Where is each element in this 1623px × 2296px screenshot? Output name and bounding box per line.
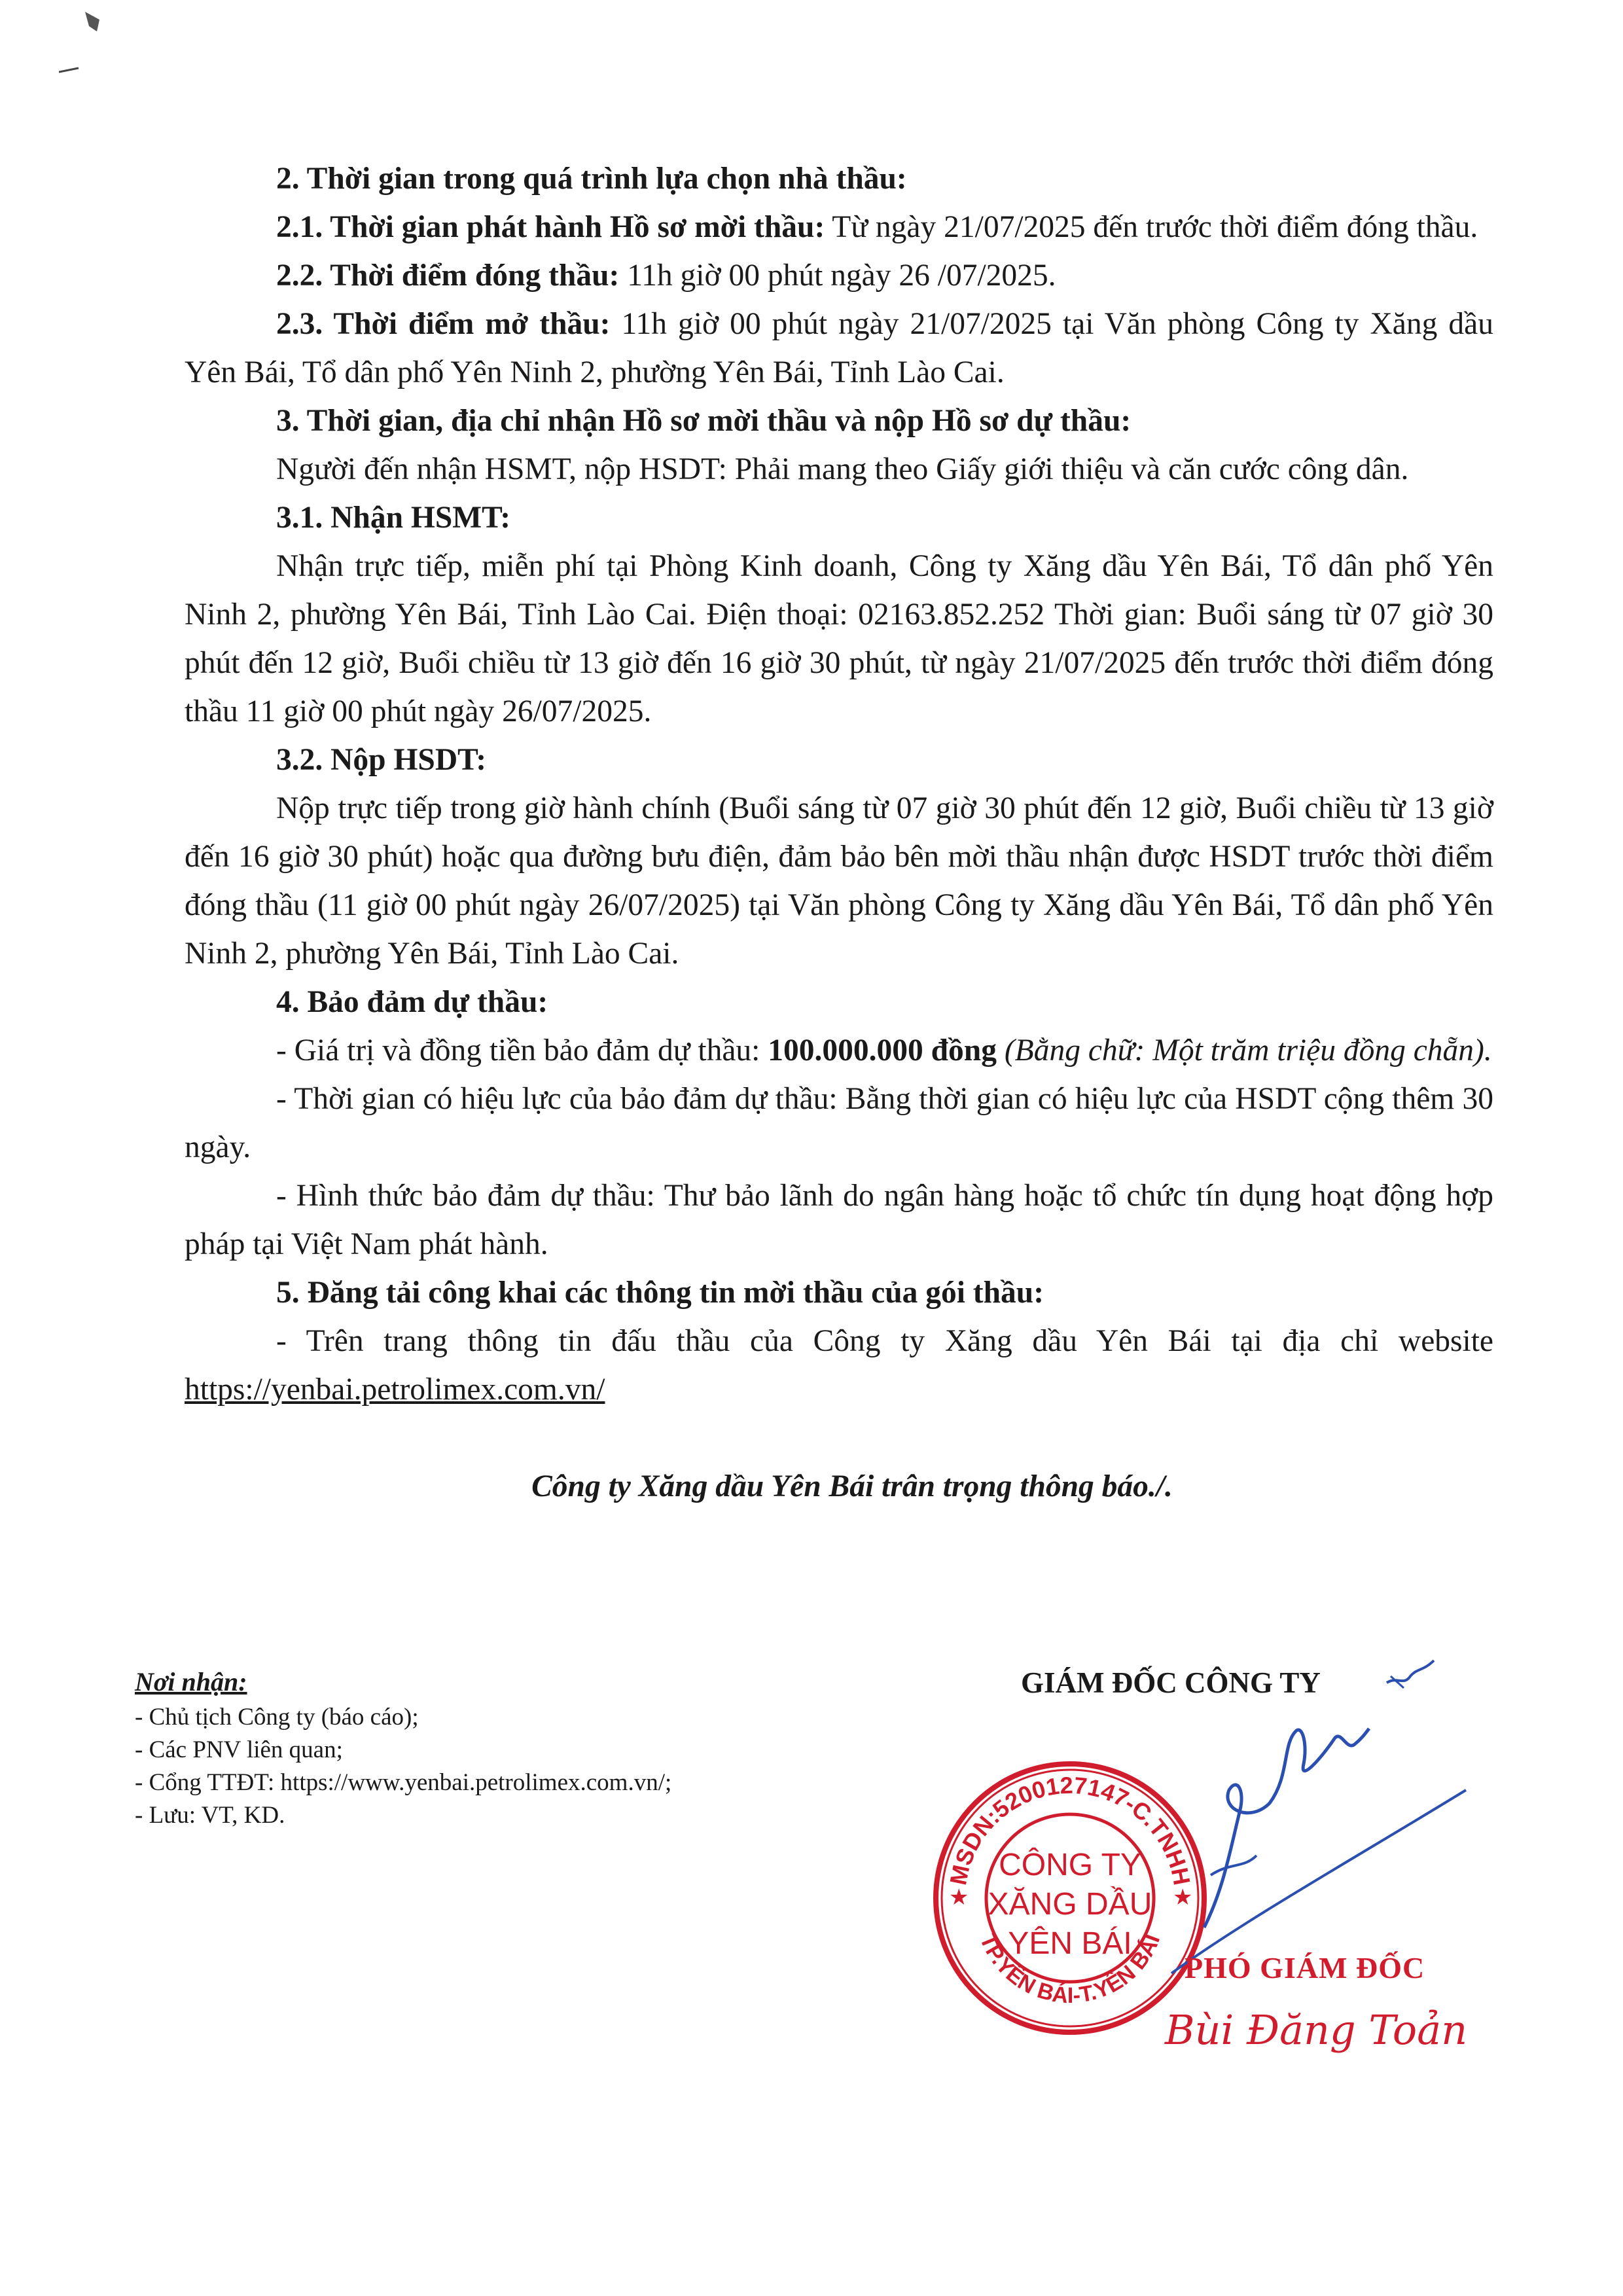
section-2-1 [185, 203, 1493, 251]
section-4-value-prefix: - Giá trị và đồng tiền bảo đảm dự thầu: [276, 1033, 768, 1067]
recipient-item: - Lưu: VT, KD. [135, 1802, 285, 1829]
recipient-item: - Chủ tịch Công ty (báo cáo); [135, 1704, 419, 1731]
svg-text:★: ★ [949, 1884, 969, 1910]
section-5-text [185, 1317, 1493, 1414]
section-2-2-label: 2.2. Thời điểm đóng thầu: [276, 259, 620, 293]
section-4-value-amount: 100.000.000 đồng [768, 1033, 997, 1067]
seal-line-1: CÔNG TY [999, 1848, 1141, 1882]
signature-block [903, 1666, 1558, 2137]
section-3-text: Người đến nhận HSMT, nộp HSDT: Phải mang theo Giấy giới thiệu và căn cước công dân. [276, 452, 1409, 486]
recipients-block [135, 1666, 953, 1832]
section-2-3-label: 2.3. Thời điểm mở thầu: [276, 307, 611, 341]
section-4-value-words: (Bằng chữ: Một trăm triệu đồng chẵn). [996, 1033, 1492, 1067]
recipients-title: Nơi nhận: [135, 1667, 247, 1696]
scan-mark [59, 0, 118, 92]
seal-ring-top: MSDN:5200127147-C.TNHH [944, 1771, 1196, 1888]
section-4-heading: 4. Bảo đảm dự thầu: [276, 985, 548, 1019]
section-3-2-text: Nộp trực tiếp trong giờ hành chính (Buổi sáng từ 07 giờ 30 phút đến 12 giờ, Buổi chiều từ 13 giờ đến 16 giờ 30 phút) hoặc qua đường bưu điện, đảm bảo bên mời thầu nhận được HSDT trước thời điểm đóng thầu (11 giờ 00 phút ngày 26/07/2025) tại Văn phòng Công ty Xăng dầu Yên Bái, Tổ dân phố Yên Ninh 2, phường Yên Bái, Tỉnh Lào Cai. [185, 791, 1493, 971]
section-2-2 [185, 251, 1493, 300]
section-2-1-text: Từ ngày 21/07/2025 đến trước thời điểm đóng thầu. [825, 210, 1478, 244]
section-3-heading: 3. Thời gian, địa chỉ nhận Hồ sơ mời thầu và nộp Hồ sơ dự thầu: [276, 404, 1132, 438]
section-4-validity: - Thời gian có hiệu lực của bảo đảm dự thầu: Bằng thời gian có hiệu lực của HSDT cộng thêm 30 ngày. [185, 1082, 1493, 1164]
section-3-1-text: Nhận trực tiếp, miễn phí tại Phòng Kinh doanh, Công ty Xăng dầu Yên Bái, Tổ dân phố Yên Ninh 2, phường Yên Bái, Tỉnh Lào Cai. Điện thoại: 02163.852.252 Thời gian: Buổi sáng từ 07 giờ 30 phút đến 12 giờ, Buổi chiều từ 13 giờ đến 16 giờ 30 phút, từ ngày 21/07/2025 đến trước thời điểm đóng thầu 11 giờ 00 phút ngày 26/07/2025. [185, 549, 1493, 728]
website-link[interactable]: https://yenbai.petrolimex.com.vn/ [185, 1372, 605, 1407]
section-2-heading: 2. Thời gian trong quá trình lựa chọn nhà thầu: [276, 162, 907, 196]
svg-text:★: ★ [1173, 1884, 1193, 1910]
document-body [185, 154, 1493, 1511]
handwritten-signature [1073, 1705, 1505, 1980]
section-4-value [185, 1026, 1493, 1075]
section-3-1-heading: 3.1. Nhận HSMT: [276, 501, 511, 535]
section-2-3 [185, 300, 1493, 397]
section-5-text-body: - Trên trang thông tin đấu thầu của Công ty Xăng dầu Yên Bái tại địa chỉ website [276, 1324, 1493, 1358]
section-4-form: - Hình thức bảo đảm dự thầu: Thư bảo lãnh do ngân hàng hoặc tổ chức tín dụng hoạt động hợp pháp tại Việt Nam phát hành. [185, 1179, 1493, 1261]
signer-name: Bùi Đăng Toản [1165, 2006, 1468, 2054]
deputy-director-title: PHÓ GIÁM ĐỐC [1185, 1951, 1425, 1984]
initial-mark [1384, 1657, 1436, 1696]
section-2-2-text: 11h giờ 00 phút ngày 26 /07/2025. [619, 259, 1056, 293]
section-2-3-text: 11h giờ 00 phút ngày 21/07/2025 tại Văn phòng Công ty Xăng dầu Yên Bái, Tổ dân phố Yên Ninh 2, phường Yên Bái, Tỉnh Lào Cai. [185, 307, 1493, 389]
recipient-item: - Các PNV liên quan; [135, 1736, 343, 1763]
section-3-2-heading: 3.2. Nộp HSDT: [276, 743, 487, 777]
closing-line: Công ty Xăng dầu Yên Bái trân trọng thông báo./. [531, 1469, 1173, 1503]
section-2-1-label: 2.1. Thời gian phát hành Hồ sơ mời thầu: [276, 210, 825, 244]
seal-line-2: XĂNG DẦU [988, 1887, 1152, 1922]
recipient-item: - Cổng TTĐT: https://www.yenbai.petrolimex.com.vn/; [135, 1769, 672, 1796]
seal-line-3: YÊN BÁI [1008, 1926, 1132, 1961]
section-5-heading: 5. Đăng tải công khai các thông tin mời thầu của gói thầu: [276, 1276, 1044, 1310]
director-title: GIÁM ĐỐC CÔNG TY [1021, 1666, 1321, 1699]
seal-ring-bottom: TP.YÊN BÁI-T.YÊN BÁI [974, 1930, 1166, 2009]
